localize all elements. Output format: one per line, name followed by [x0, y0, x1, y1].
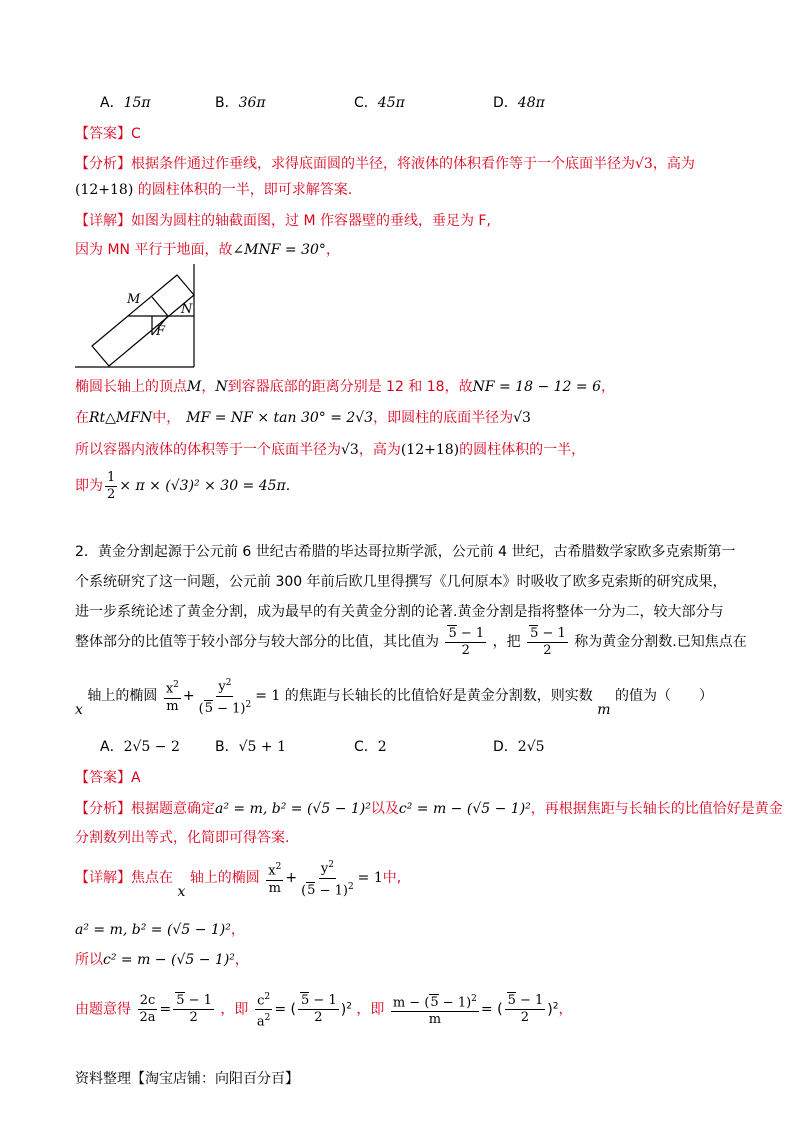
- q2-stem-line5: x 轴上的椭圆 $\frac{x^2}{m}$ + $\frac{y^2}{(5 - 1)^2}$ = 1 的焦距与长轴长的比值恰好是黄金分割数，则实数 m 的值为（ ）: [75, 674, 713, 718]
- q1-detail-line2: 因为 MN 平行于地面，故∠MNF = 30°，: [75, 242, 340, 258]
- q2-stem-line3: 进一步系统论述了黄金分割，成为最早的有关黄金分割的论著.黄金分割是指将整体一分为二，较大部分与: [75, 604, 724, 620]
- label-f: F: [156, 324, 166, 339]
- q1-option-c: C．45π: [354, 95, 405, 111]
- q2-stem-line2: 个系统研究了这一问题，公元前 300 年前后欧几里得撰写《几何原本》时吸收了欧多克索斯的研究成果，: [75, 574, 727, 590]
- q2-option-c: C．2: [354, 739, 387, 755]
- q2-option-d: D．2√5: [493, 739, 545, 755]
- q1-analysis-line2: (12+18) 的圆柱体积的一半，即可求解答案.: [75, 182, 353, 198]
- q1-detail-line1: 【详解】如图为圆柱的轴截面图，过 M 作容器壁的垂线，垂足为 F,: [75, 213, 491, 229]
- q1-detail-line3: 椭圆长轴上的顶点M，N到容器底部的距离分别是 12 和 18，故NF = 18 − 12 = 6，: [75, 379, 615, 395]
- label-m: M: [127, 292, 141, 307]
- q2-analysis-line1: 【分析】根据题意确定a² = m, b² = (√5 − 1)²以及c² = m − (√5 − 1)²，再根据焦距与长轴长的比值恰好是黄金: [75, 801, 783, 817]
- q1-analysis-line1: 【分析】根据条件通过作垂线，求得底面圆的半径，将液体的体积看作等于一个底面半径为√3，高为: [75, 156, 695, 172]
- q1-option-d: D．48π: [493, 95, 545, 111]
- cylinder-cross-section-diagram: [72, 262, 207, 372]
- q2-detail-line3: 所以c² = m − (√5 − 1)²，: [75, 952, 249, 968]
- segment: [152, 297, 168, 316]
- q1-detail-line4: 在Rt△MFN中， MF = NF × tan 30° = 2√3，即圆柱的底面半径为√3: [75, 410, 531, 426]
- footer-source: 资料整理【淘宝店铺：向阳百分百】: [75, 1071, 299, 1087]
- q2-stem-line4: 整体部分的比值等于较小部分与较大部分的比值，其比值为 $\frac{5 - 1}{2}$ ，把 $\frac{5 - 1}{2}$ 称为黄金分割数.已知焦点在: [75, 625, 747, 658]
- label-n: N: [181, 302, 193, 317]
- q2-analysis-line2: 分割数列出等式，化简即可得答案.: [75, 830, 290, 846]
- q2-detail-line1: 【详解】焦点在 x 轴上的椭圆 $\frac{x^2}{m}$ + $\frac{y^2}{(5 - 1)^2}$ = 1中,: [75, 856, 401, 900]
- q1-option-a: A．15π: [100, 95, 151, 111]
- q1-answer: 【答案】C: [75, 126, 141, 142]
- q2-answer: 【答案】A: [75, 770, 141, 786]
- cylinder-rectangle: [92, 275, 194, 366]
- q2-stem-line1: 2．黄金分割起源于公元前 6 世纪古希腊的毕达哥拉斯学派，公元前 4 世纪，古希腊数学家欧多克索斯第一: [75, 544, 736, 560]
- q1-detail-line5: 所以容器内液体的体积等于一个底面半径为√3，高为(12+18)的圆柱体积的一半，: [75, 442, 586, 458]
- q2-option-b: B．√5 + 1: [215, 739, 286, 755]
- q2-option-a: A．2√5 − 2: [100, 739, 180, 755]
- q2-detail-line2: a² = m, b² = (√5 − 1)²，: [75, 922, 245, 938]
- q2-detail-line4: 由题意得 $\frac{2c}{2a}$ = $\frac{5 - 1}{2}$ ，即 $\frac{c^2}{a^2}$ = ( $\frac{5 - 1}{2}$ )$^2$ ，即 $\frac{m - (5 - 1)^2}{m}$ = ( $\frac{5 - 1}{2}$ )$^2$，: [75, 984, 572, 1032]
- q1-option-b: B．36π: [215, 95, 266, 111]
- q1-detail-line6: 即为 $\frac{1}{2}$ × π × (√3)² × 30 = 45π.: [75, 469, 291, 502]
